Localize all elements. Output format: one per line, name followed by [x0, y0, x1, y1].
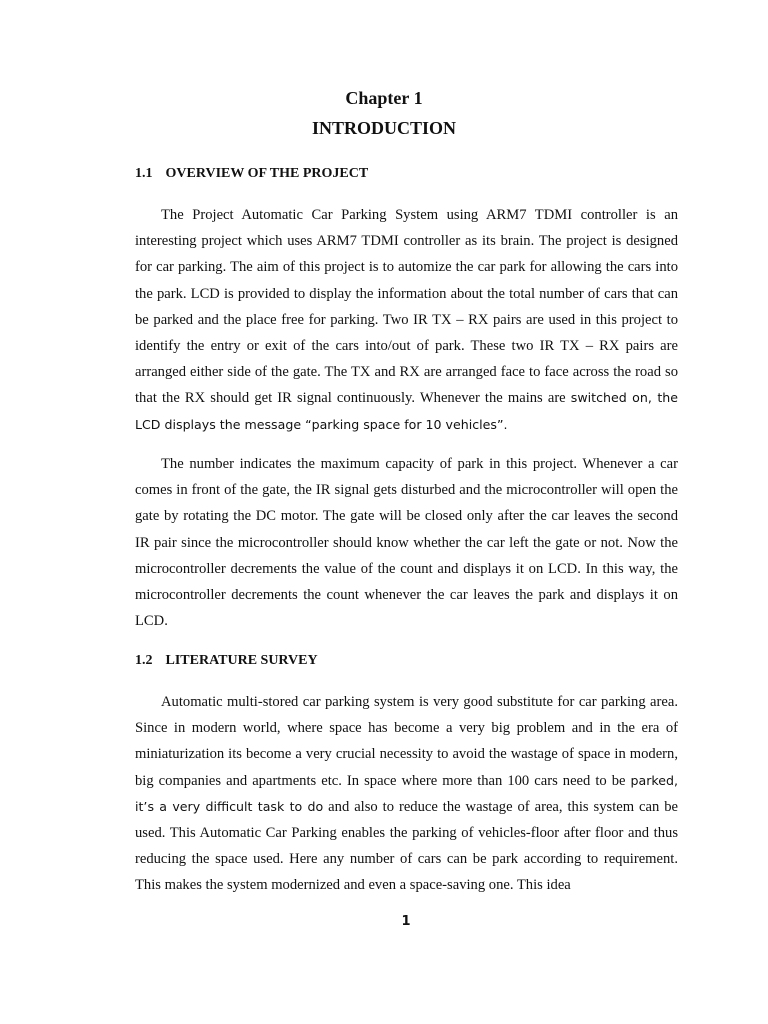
overview-paragraph-1: [135, 202, 678, 438]
paragraph-text: and also to reduce the wastage of area, this system can be used. This Automatic Car Parking enables the parking of vehicles-floor after floor and thus reducing the space used. Here any number of cars can be park according to requirement. This makes the system modernized and even a space-saving one. This idea: [135, 798, 678, 894]
overview-paragraph-2: [135, 451, 678, 634]
section-number: 1.2: [135, 653, 153, 668]
literature-paragraph-1: [135, 689, 678, 899]
paragraph-text-alt-font: parked, it’s a very difficult task to do: [135, 772, 678, 814]
section-number: 1.1: [135, 166, 153, 181]
section-title: LITERATURE SURVEY: [165, 653, 318, 668]
page-number: 1: [401, 914, 411, 929]
section-heading-overview: [135, 166, 368, 182]
section-title: OVERVIEW OF THE PROJECT: [165, 166, 369, 181]
chapter-title: INTRODUCTION: [311, 118, 457, 138]
section-heading-literature-survey: [135, 653, 318, 669]
paragraph-text: The Project Automatic Car Parking System using ARM7 TDMI controller is an interesting project which uses ARM7 TDMI controller as its brain. The project is designed for car parking. The aim of this project is to automize the car park for allowing the cars into the park. LCD is provided to display the information about the total number of cars that can be parked and the place free for parking. Two IR TX – RX pairs are used in this project to identify the entry or exit of the cars into/out of park. These two IR TX – RX pairs are arranged either side of the gate. The TX and RX are arranged face to face across the road so that the RX should get IR signal continuously. Whenever the mains are: [135, 207, 678, 407]
paragraph-text: The number indicates the maximum capacity of park in this project. Whenever a car comes in front of the gate, the IR signal gets disturbed and the microcontroller will open the gate by rotating the DC motor. The gate will be closed only after the car leaves the second IR pair since the microcontroller should know whether the car left the gate or not. Now the microcontroller decrements the value of the count and displays it on LCD. In this way, the microcontroller decrements the count whenever the car leaves the park and displays it on LCD.: [135, 456, 678, 630]
chapter-number: Chapter 1: [345, 88, 423, 108]
paragraph-text: Automatic multi-stored car parking system is very good substitute for car parking area. Since in modern world, where space has become a very big problem and in the era of miniaturization its become a very crucial necessity to avoid the wastage of space in modern, big companies and apartments etc. In space where more than 100 cars need to be: [135, 694, 678, 789]
paragraph-text-alt-font: switched on, the LCD displays the message “parking space for 10 vehicles”.: [135, 390, 678, 432]
